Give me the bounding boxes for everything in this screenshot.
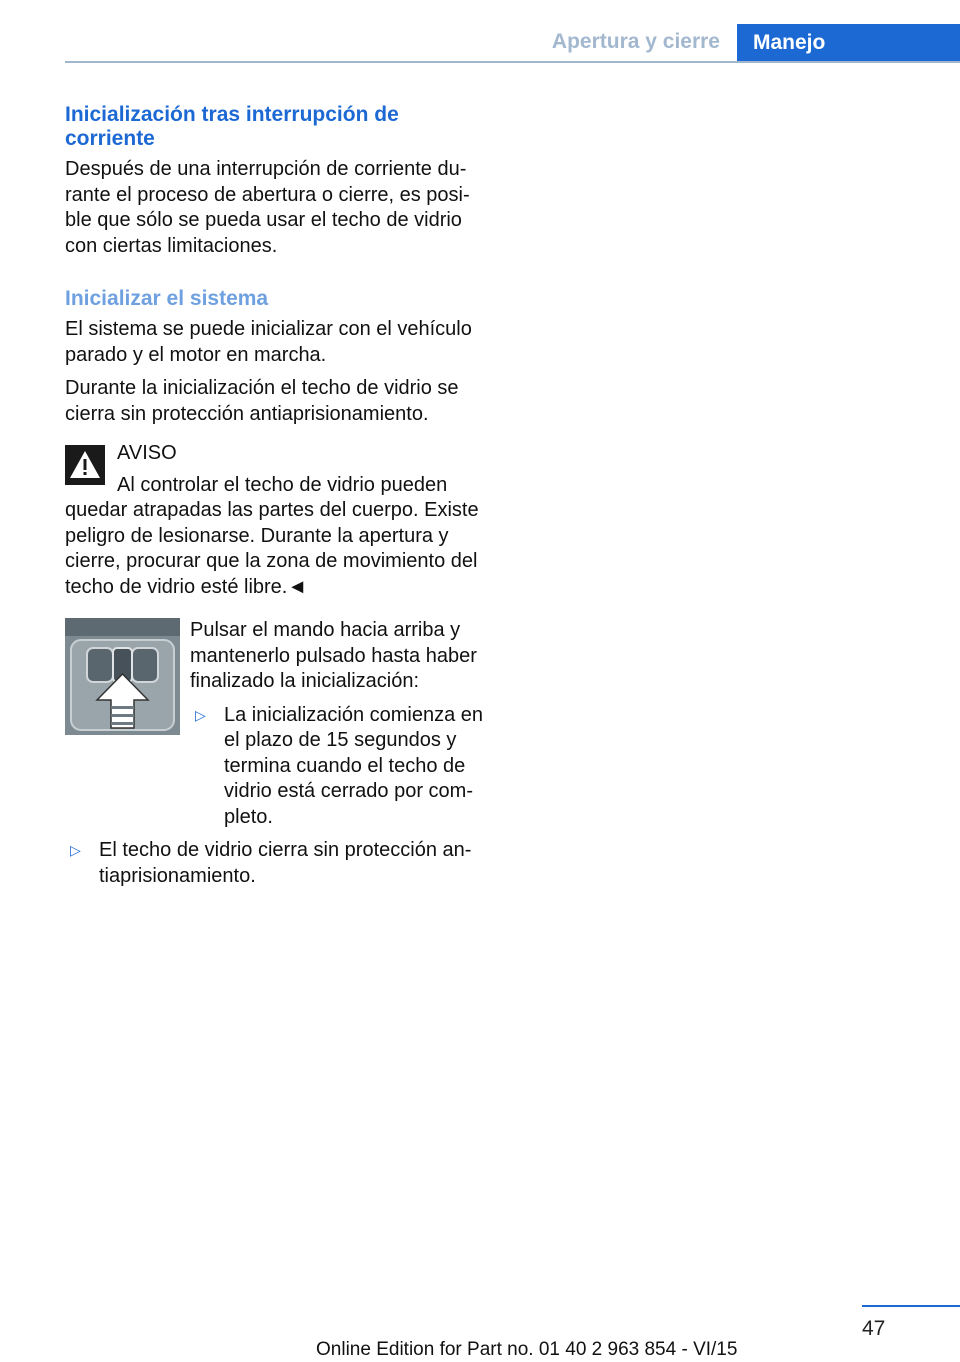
paragraph-power-interruption: Después de una interrupción de corriente durante el proceso de abertura o cierre, es posible que sólo se pueda usar el techo de vidrio con ciertas limitaciones. [65,158,470,257]
figure-description [190,618,485,830]
paragraph-initialize-conditions: El sistema se puede inicializar con el vehículo parado y el motor en marcha. [65,318,472,366]
roof-switch-illustration [65,618,180,735]
warning-triangle-icon [65,445,105,485]
section-title: Apertura y cierre [551,30,720,53]
chapter-tab: Manejo [737,24,960,61]
bullet-text-inner: La inicialización comienza en el plazo de 15 segundos y termina cuando el techo de vidrio está cerrado por completo. [224,703,484,828]
warning-title: AVISO [117,442,177,464]
edition-footer: Online Edition for Part no. 01 40 2 963 854 - VI/15 [316,1339,738,1360]
page-header [0,24,960,64]
footer-rule [862,1305,960,1307]
page-content [65,103,485,897]
header-rule [65,61,960,63]
bullet-item-inner [190,703,485,831]
heading-power-interruption: Inicialización tras interrupción de corriente [65,103,399,150]
figure-block [65,618,485,830]
bullet-item-outer [65,838,485,889]
warning-block [65,441,485,600]
page-number: 47 [862,1317,886,1340]
warning-text: quedar atrapadas las partes del cuerpo. Existe peligro de lesionarse. Durante la apertura y cierre, procurar que la zona de movimiento del techo de vidrio esté libre.◄ [65,499,479,598]
bullet-text-outer: El techo de vidrio cierra sin protección antiaprisionamiento. [99,839,472,887]
bullet-triangle-icon: ▷ [195,706,206,723]
figure-instruction: Pulsar el mando hacia arriba y mantenerlo pulsado hasta haber finalizado la inicialización: [190,619,477,692]
heading-initialize-system: Inicializar el sistema [65,287,269,310]
warning-text-first-line: Al controlar el techo de vidrio pueden [117,473,448,496]
bullet-triangle-icon: ▷ [70,842,81,858]
paragraph-initialize-note: Durante la inicialización el techo de vidrio se cierra sin protección antiaprisionamiento. [65,377,459,425]
